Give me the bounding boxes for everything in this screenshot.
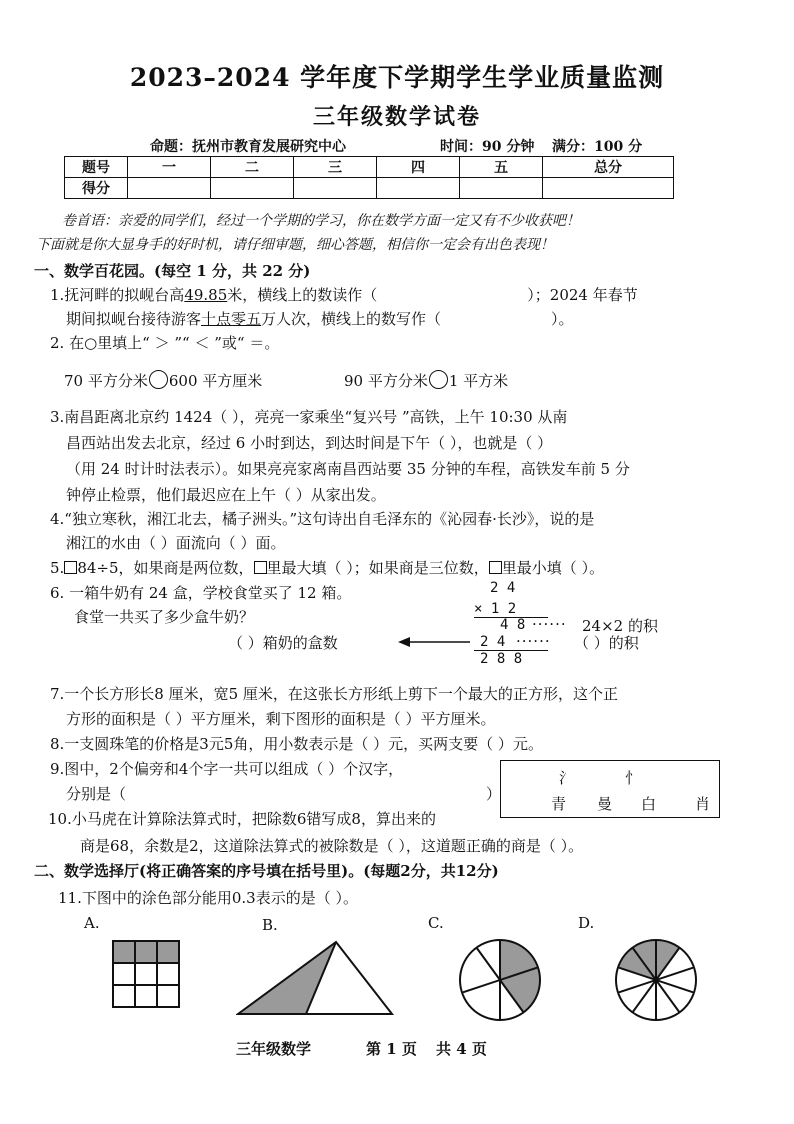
figure-c-circle [458,938,542,1022]
question-7-line-1: 7.一个长方形长8 厘米，宽5 厘米，在这张长方形纸上剪下一个最大的正方形，这个正 [50,685,618,703]
mult-dots-2: ······ [516,632,551,650]
score-cell: 三 [294,157,377,178]
score-input-cell[interactable] [377,178,460,199]
exam-title: 2023–2024 学年度下学期学生学业质量监测 [129,63,665,92]
score-cell: 五 [460,157,543,178]
score-cell: 四 [377,157,460,178]
score-input-cell[interactable] [460,178,543,199]
question-8: 8.一支圆珠笔的价格是3元5角，用小数表示是（ ）元，买两支要（ ）元。 [50,735,543,753]
mult-line-5: 2 8 8 [480,651,523,667]
mult-line-4: 2 4 [480,634,506,650]
exam-time: 时间：90 分钟 [440,139,535,155]
section-1-title: 一、数学百花园。(每空 1 分，共 22 分) [34,262,311,280]
arrow-left-icon [398,632,472,652]
option-d-label[interactable]: D. [578,914,595,932]
score-table-header-row [65,157,674,178]
score-input-cell[interactable] [211,178,294,199]
character-box [500,760,720,818]
preface-line-2: 下面就是你大显身手的好时机，请仔细审题，细心答题，相信你一定会有出色表现！ [36,237,554,253]
question-1-line-1 [50,284,638,305]
question-3-line-4: 钟停止检票，他们最迟应在上午（ ）从家出发。 [66,486,386,504]
score-cell: 二 [211,157,294,178]
question-3-line-1: 3.南昌距离北京约 1424（ ），亮亮一家乘坐“复兴号 ”高铁，上午 10:30 从南 [50,408,568,426]
q1-text-a: 1.抚河畔的拟岘台高 [50,286,185,304]
question-4-line-2: 湘江的水由（ ）面流向（ ）面。 [66,534,286,552]
q2-left-2: 90 平方分米 [344,372,428,390]
radical-1: 氵 [559,769,575,787]
question-2-compare-1 [64,370,262,391]
question-6-line-2: 食堂一共买了多少盒牛奶？ [74,608,255,626]
footer-page: 第 1 页 [366,1040,417,1058]
section-2-title: 二、数学选择厅(将正确答案的序号填在括号里)。(每题2分，共12分) [34,862,499,880]
q9-close: ） [486,785,502,803]
char-1: 青 [551,795,567,813]
score-cell: 一 [128,157,211,178]
q1-text-f: ）。 [551,310,574,328]
score-input-cell[interactable] [543,178,674,199]
score-cell: 题号 [65,157,128,178]
mult-dots-1: ······ [532,615,567,633]
mult-line-3: 4 8 [500,617,526,633]
question-5 [50,557,604,578]
footer-subject: 三年级数学 [236,1040,312,1058]
mult-line-1: 2 4 [490,580,516,596]
digit-box [64,561,77,574]
compare-circle-2[interactable] [429,370,448,389]
mult-annotation-2: （ ）的积 [574,634,639,652]
mult-annotation-1: 24×2 的积 [582,617,658,635]
compare-circle-1[interactable] [149,370,168,389]
q5-text-c: 里最大填（ ）；如果商是三位数， [266,559,489,577]
question-9-line-2 [66,783,501,804]
question-6-line-1: 6. 一箱牛奶有 24 盒，学校食堂买了 12 箱。 [50,584,352,602]
question-10-line-2: 商是68，余数是2，这道除法算式的被除数是（ ），这道题正确的商是（ ）。 [80,837,584,855]
q2-right-1: 600 平方厘米 [168,372,263,390]
q5-text-b: 84÷5，如果商是两位数， [77,559,254,577]
question-4-line-1: 4.“独立寒秋，湘江北去，橘子洲头。”这句诗出自毛泽东的《沁园春·长沙》，说的是 [50,510,595,528]
option-a-label[interactable]: A. [84,914,100,932]
question-3-line-2: 昌西站出发去北京，经过 6 小时到达，到达时间是下午（ ），也就是（ ） [66,434,553,452]
question-9-line-1: 9.图中，2个偏旁和4个字一共可以组成（ ）个汉字， [50,760,404,778]
score-cell: 得分 [65,178,128,199]
figure-a-grid [112,940,182,1010]
preface-line-1: 卷首语：亲爱的同学们，经过一个学期的学习，你在数学方面一定又有不少收获吧！ [62,213,580,229]
footer-total: 共 4 页 [436,1040,487,1058]
question-2-compare-2 [344,370,508,391]
q1-text-b: 米，横线上的数读作（ [227,286,378,304]
q1-text-e: 万人次，横线上的数写作（ [261,310,442,328]
char-4: 肖 [695,795,711,813]
question-6-blank-label: （ ）箱奶的盒数 [228,634,338,652]
mult-line-2: × 1 2 [474,601,517,617]
q9-label: 分别是（ [66,785,127,803]
question-2: 2. 在○里填上“ ＞ ”“ ＜ ”或“ ＝。 [50,334,280,352]
exam-subtitle: 三年级数学试卷 [312,104,481,130]
exam-author: 命题：抚州市教育发展研究中心 [150,139,346,155]
digit-box [489,561,502,574]
question-1-line-2 [66,308,574,329]
score-input-cell[interactable] [128,178,211,199]
score-input-cell[interactable] [294,178,377,199]
question-10-line-1: 10.小马虎在计算除法算式时，把除数6错写成8，算出来的 [48,810,436,828]
digit-box [254,561,267,574]
question-7-line-2: 方形的面积是（ ）平方厘米，剩下图形的面积是（ ）平方厘米。 [66,710,496,728]
exam-full-score: 满分：100 分 [552,139,643,155]
question-3-line-3: （用 24 时计时法表示）。如果亮亮家离南昌西站要 35 分钟的车程，高铁发车前 5 分 [66,460,630,478]
question-11: 11.下图中的涂色部分能用0.3表示的是（ ）。 [58,889,358,907]
q1-text-d: 期间拟岘台接待游客 [66,310,202,328]
figure-d-circle [614,938,698,1022]
q1-number-2: 十点零五 [201,310,262,328]
q2-left-1: 70 平方分米 [64,372,148,390]
radical-2: 忄 [625,769,641,787]
score-cell: 总分 [543,157,674,178]
q1-text-c: ）；2024 年春节 [527,286,638,304]
option-c-label[interactable]: C. [428,914,444,932]
q5-number: 5. [50,559,65,577]
char-3: 白 [641,795,657,813]
score-table [64,156,674,199]
q5-text-d: 里最小填（ ）。 [501,559,605,577]
figure-b-triangle [236,938,396,1018]
option-b-label[interactable]: B. [262,916,278,934]
q2-right-2: 1 平方米 [448,372,509,390]
score-table-score-row [65,178,674,199]
char-2: 曼 [597,795,613,813]
q1-number: 49.85 [184,286,228,304]
